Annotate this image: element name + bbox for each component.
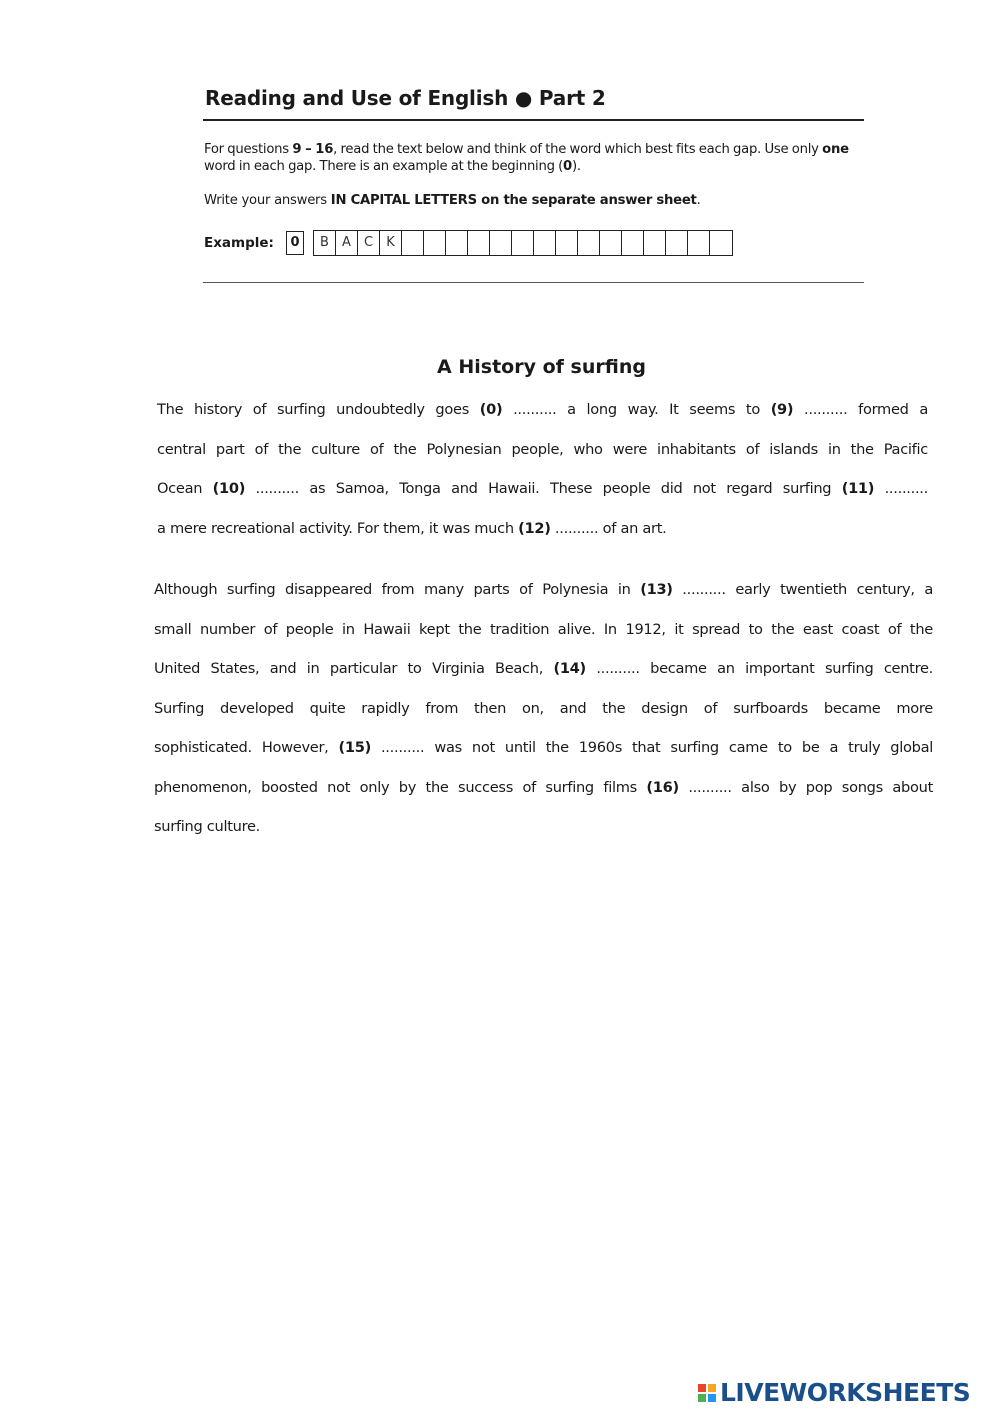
text-line (157, 519, 928, 559)
text-segment: .......... a long way. It seems to (502, 401, 771, 418)
gap-number: (9) (770, 401, 794, 418)
logo-text: LIVEWORKSHEETS (720, 1378, 971, 1407)
gap-number: (14) (553, 660, 586, 677)
header-rule (203, 119, 864, 121)
instructions-text: For questions (204, 142, 293, 157)
logo-mark-icon (698, 1384, 716, 1402)
example-ref: 0 (563, 159, 572, 174)
text-segment: central part of the culture of the Polynesian people, who were inhabitants of islands in the Pacific (157, 440, 928, 458)
text-segment: Ocean (157, 480, 213, 497)
example-letter-box (688, 231, 710, 255)
text-line (154, 620, 933, 660)
example-label: Example: (204, 234, 274, 251)
gap-number: (16) (646, 778, 679, 796)
text-segment: a mere recreational activity. For them, it was much (157, 519, 519, 537)
logo-square (698, 1384, 706, 1392)
text-segment: .......... early twentieth century, a (672, 581, 933, 598)
text-line (154, 778, 933, 818)
text-segment: .......... of an art. (550, 519, 667, 537)
text-segment: phenomenon, boosted not only by the success of surfing films (154, 778, 647, 796)
instructions-text: , read the text below and think of the word which best fits each gap. Use only (333, 142, 823, 157)
text-segment: Although surfing disappeared from many parts of Polynesia in (154, 581, 641, 598)
paragraph-1 (157, 400, 928, 558)
example-letter-box (710, 231, 732, 255)
logo-square (708, 1384, 716, 1392)
example-letter-box: B (314, 231, 336, 255)
text-segment: sophisticated. However, (154, 739, 339, 756)
example-letter-box (468, 231, 490, 255)
text-line (157, 479, 928, 519)
example-letter-box (512, 231, 534, 255)
gap-number: (11) (841, 480, 875, 497)
text-line (154, 738, 933, 778)
text-segment: The history of surfing undoubtedly goes (157, 401, 480, 418)
example-letter-box: K (380, 231, 402, 255)
text-line (157, 400, 928, 440)
example-letter-box (622, 231, 644, 255)
text-line (154, 659, 933, 699)
text-line (154, 580, 933, 620)
liveworksheets-logo[interactable] (698, 1378, 970, 1407)
one-word-emphasis: one (822, 142, 849, 157)
text-segment: .......... as Samoa, Tonga and Hawaii. These people did not regard surfing (245, 480, 842, 497)
text-segment: small number of people in Hawaii kept the tradition alive. In 1912, it spread to the east coast of the (154, 620, 933, 638)
gap-number: (0) (479, 401, 503, 418)
text-line (154, 817, 933, 857)
logo-square (698, 1394, 706, 1402)
text-segment: .......... became an important surfing centre. (585, 660, 933, 677)
example-letter-box (556, 231, 578, 255)
text-segment: .......... also by pop songs about (678, 778, 933, 796)
section-title: Reading and Use of English ● Part 2 (205, 86, 606, 110)
example-letter-box (424, 231, 446, 255)
write-text: . (696, 193, 701, 208)
capital-letters-emphasis: IN CAPITAL LETTERS on the separate answer sheet (330, 193, 697, 208)
example-letter-box (600, 231, 622, 255)
text-title: A History of surfing (437, 356, 646, 378)
example-letter-box (666, 231, 688, 255)
text-segment: .......... formed a (793, 401, 928, 418)
example-answer-boxes (313, 230, 733, 256)
example-row (204, 229, 733, 256)
gap-number: (10) (212, 480, 246, 497)
instructions (204, 141, 869, 175)
text-line (157, 440, 928, 480)
text-segment: United States, and in particular to Virginia Beach, (154, 660, 554, 677)
paragraph-2 (154, 580, 933, 857)
example-letter-box: C (358, 231, 380, 255)
write-instructions (204, 193, 701, 208)
gap-number: (15) (338, 739, 371, 756)
example-letter-box (644, 231, 666, 255)
gap-number: (12) (518, 519, 551, 537)
write-text: Write your answers (204, 193, 331, 208)
text-segment: Surfing developed quite rapidly from then on, and the design of surfboards became more (154, 699, 933, 717)
text-line (154, 699, 933, 739)
section-divider (203, 282, 864, 283)
example-letter-box: A (336, 231, 358, 255)
logo-square (708, 1394, 716, 1402)
example-number-box: 0 (286, 231, 304, 255)
text-segment: surfing culture. (154, 818, 260, 835)
gap-number: (13) (640, 581, 673, 598)
text-segment: .......... (874, 480, 928, 497)
example-letter-box (490, 231, 512, 255)
example-letter-box (402, 231, 424, 255)
example-letter-box (578, 231, 600, 255)
text-segment: .......... was not until the 1960s that surfing came to be a truly global (370, 739, 934, 756)
question-range: 9 – 16 (292, 142, 334, 157)
instructions-text: word in each gap. There is an example at the beginning ( (204, 159, 564, 174)
instructions-text: ). (571, 159, 581, 174)
example-letter-box (446, 231, 468, 255)
example-letter-box (534, 231, 556, 255)
